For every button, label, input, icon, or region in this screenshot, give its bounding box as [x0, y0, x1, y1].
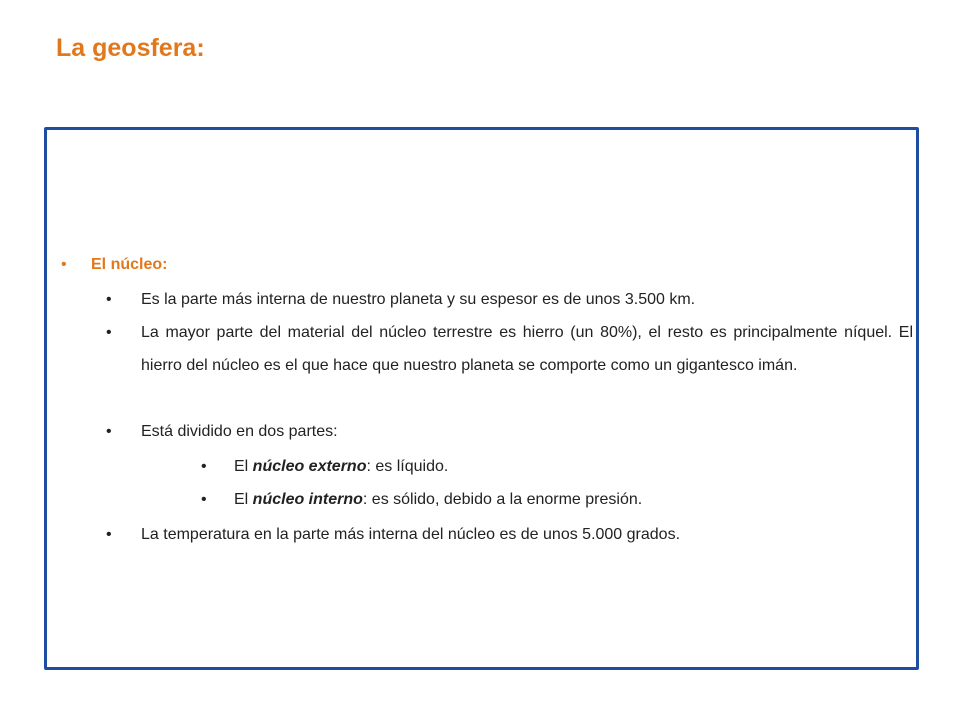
sub-list-item	[201, 450, 901, 483]
list-item-text: La mayor parte del material del núcleo terrestre es hierro (un 80%), el resto es principalmente níquel. El hierro del núcleo es el que hace que nuestro planeta se comporte como un gigantesco imán.	[141, 324, 913, 374]
slide-title: La geosfera:	[56, 34, 205, 62]
bullet-icon: •	[106, 526, 112, 543]
list-item	[106, 415, 913, 448]
list-item-text: Es la parte más interna de nuestro planeta y su espesor es de unos 3.500 km.	[141, 291, 696, 308]
sub-list-item	[201, 483, 901, 516]
list-item-text: Está dividido en dos partes:	[141, 423, 338, 440]
section-heading: El núcleo:	[91, 256, 168, 273]
sub-list-item-text: El núcleo interno: es sólido, debido a la enorme presión.	[234, 491, 643, 508]
bullet-icon: •	[106, 324, 112, 341]
bullet-icon: •	[61, 256, 67, 273]
bullet-list	[47, 130, 916, 667]
emphasis-term: núcleo externo	[252, 458, 367, 475]
list-item	[106, 518, 913, 551]
list-item	[106, 283, 913, 316]
bullet-icon: •	[106, 291, 112, 308]
bullet-icon: •	[201, 458, 207, 475]
content-box	[44, 127, 919, 670]
heading-item	[61, 248, 901, 281]
bullet-icon: •	[201, 491, 207, 508]
sub-list-item-text: El núcleo externo: es líquido.	[234, 458, 449, 475]
list-item-text: La temperatura en la parte más interna del núcleo es de unos 5.000 grados.	[141, 526, 681, 543]
bullet-icon: •	[106, 423, 112, 440]
list-item	[106, 316, 913, 382]
emphasis-term: núcleo interno	[252, 491, 363, 508]
